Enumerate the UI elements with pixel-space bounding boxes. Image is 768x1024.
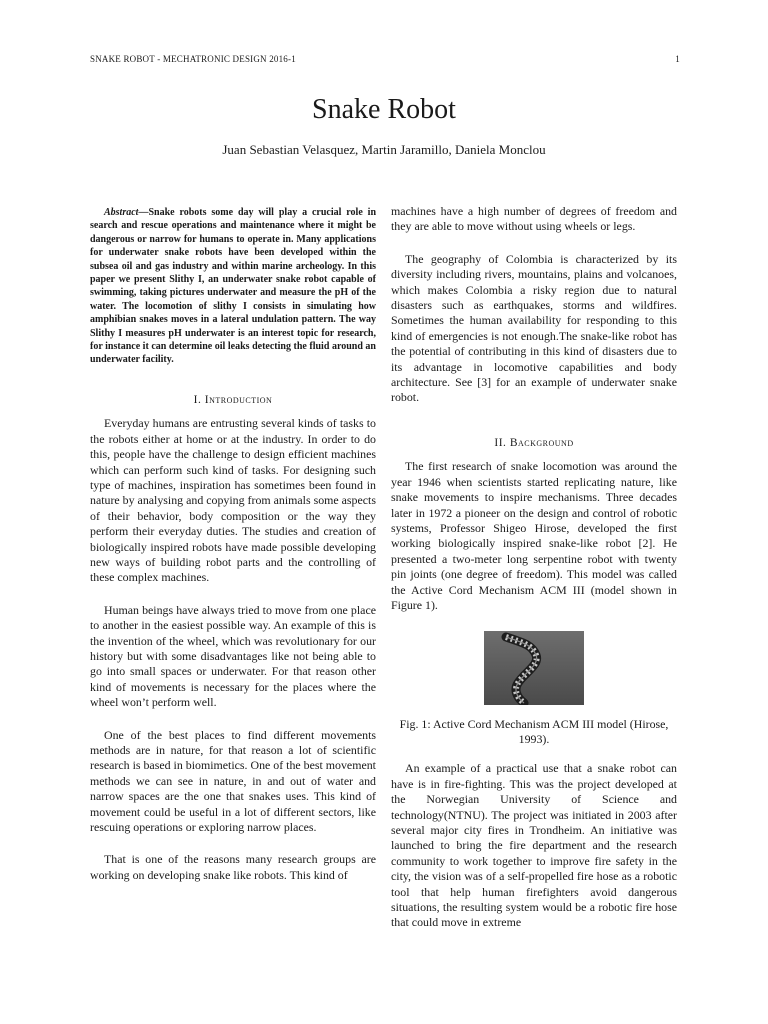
- section-title: Introduction: [204, 393, 273, 406]
- abstract-text: —Snake robots some day will play a crucial role in search and rescue operations and maintenance where it might be dangerous or narrow for humans to operate in. Many applications for underwater snake robots have been developed within the subsea oil and gas industry and within marine archeology. In this paper we present Slithy I, an underwater snake robot capable of swimming, taking pictures underwater and measure the pH of the water. The locomotion of slithy I consists in simulating how amphibian snakes moves in a lateral undulation pattern. The way Slithy I measures pH underwater is an interest topic for research, for instance it can determine oil leaks detecting the fluid around an underwater facility.: [90, 207, 376, 366]
- figure-caption: Fig. 1: Active Cord Mechanism ACM III model (Hirose, 1993).: [399, 717, 669, 747]
- background-paragraph-2: An example of a practical use that a snake robot can have is in fire-fighting. This was the project developed at the Norwegian University of Science and technology(NTNU). The project was initiated in 2003 after several major city fires in Trondheim. An initiative was launched to bring the fire department and the research community to work together to improve fire safety in the city, the vision was of a self-propelled fire hose as a robotic tool that help human firefighters avoid dangerous situations, the resulting system would be a robotic fire hose that could move in extreme: [391, 761, 677, 930]
- running-title: SNAKE ROBOT - MECHATRONIC DESIGN 2016-1: [90, 54, 296, 64]
- section-heading-introduction: [90, 393, 376, 408]
- figure-1: [391, 631, 677, 747]
- background-paragraph-1: The first research of snake locomotion was around the year 1946 when scientists started replicating nature, like snake movements to inspire mechanisms. Three decades later in 1972 a pioneer on the design and control of robotic systems, Professor Shigeo Hirose, developed the first working biologically inspired snake-like robot [2]. He presented a two-meter long serpentine robot with twenty pin joints (one degree of freedom). This model was called the Active Cord Mechanism ACM III (model shown in Figure 1).: [391, 459, 677, 612]
- section-title: Background: [509, 436, 574, 449]
- abstract: [90, 206, 376, 367]
- intro-paragraph-3: One of the best places to find different movements methods are in nature, for that reason a lot of scientific research is based in biomimetics. One of the best movement methods we can see in nature, in and out of water and narrow spaces are the one that snakes uses. This kind of movement could be useful in a lot of different sectors, like rescuing operations or exploring narrow places.: [90, 727, 376, 835]
- intro-paragraph-5: The geography of Colombia is characterized by its diversity including rivers, mountains, plains and volcanoes, which makes Colombia a risky region due to natural disasters such as earthquakes, storms and wildfires. Sometimes the human availability for responding to this kind of emergencies is not enough.The snake-like robot has the potential of contributing in this kind of disasters due to its advantage in locomotive capabilities and body architecture. See [3] for an example of underwater snake robot.: [391, 251, 677, 405]
- page-number: 1: [675, 54, 680, 64]
- abstract-label: Abstract: [104, 207, 139, 218]
- author-list: Juan Sebastian Velasquez, Martin Jaramillo, Daniela Monclou: [222, 142, 546, 157]
- section-number: I.: [193, 393, 202, 406]
- section-heading-background: [391, 436, 677, 451]
- intro-continued-paragraph: machines have a high number of degrees of freedom and they are able to move without using wheels or legs.: [391, 204, 677, 234]
- left-column: [90, 206, 376, 900]
- running-header: [90, 54, 680, 64]
- right-column: [391, 204, 677, 948]
- intro-paragraph-4: That is one of the reasons many research groups are working on developing snake like robots. This kind of: [90, 852, 376, 882]
- paper-title: Snake Robot: [312, 94, 456, 125]
- section-number: II.: [494, 436, 507, 449]
- intro-paragraph-2: Human beings have always tried to move from one place to another in the easiest possible way. An example of this is the invention of the wheel, which was revolutionary for our history but with some disadvantages like not being able to go into small spaces or underwater. For that reason other kind of movements is necessary for the places where the wheel won’t perform well.: [90, 602, 376, 710]
- snake-robot-photo: [484, 631, 584, 705]
- intro-paragraph-1: Everyday humans are entrusting several kinds of tasks to the robots either at home or at the industry. In order to do this, people have the challenge to design efficient machines which can perform such kind of tasks. For designing such type of machines, inspiration has sometimes been found in nature by analysing and copying from animals some aspects of their behavior, body composition or the way they perform their everyday duties. The studies and creation of biologically inspired robots have made possible developing new ways of building robot parts and the controlling of these complex machines.: [90, 416, 376, 585]
